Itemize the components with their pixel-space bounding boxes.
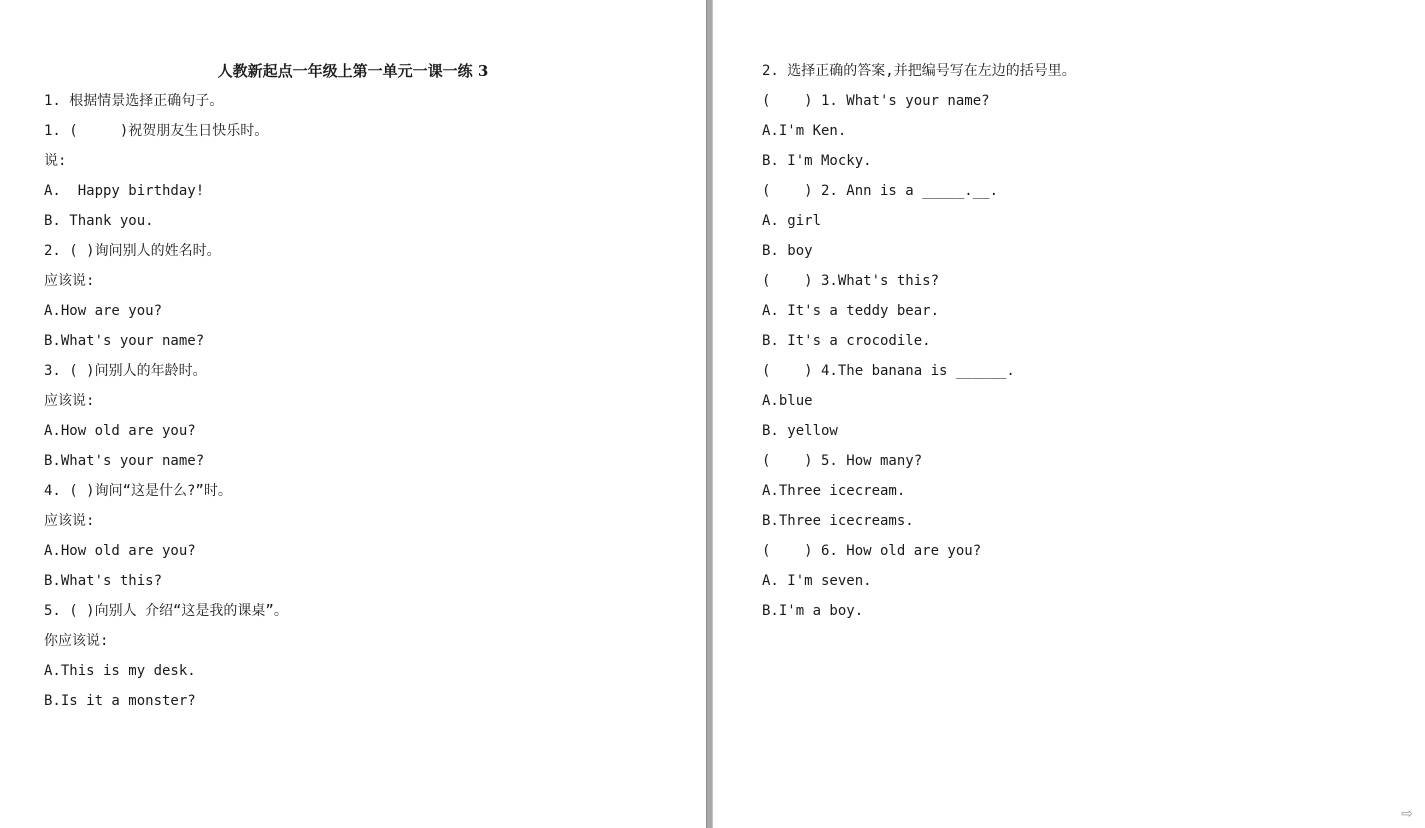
page-divider bbox=[706, 0, 713, 828]
text-line: ( ) 6. How old are you? bbox=[762, 543, 982, 559]
text-line: A.How old are you? bbox=[44, 543, 196, 559]
text-line: ( ) 1. What's your name? bbox=[762, 93, 990, 109]
text-line: 应该说: bbox=[44, 513, 95, 529]
text-line: A.This is my desk. bbox=[44, 663, 196, 679]
text-line: 1. ( )祝贺朋友生日快乐时。 bbox=[44, 123, 269, 139]
text-line: 4. ( )询问“这是什么?”时。 bbox=[44, 483, 232, 499]
text-line: B.I'm a boy. bbox=[762, 603, 864, 619]
text-line: A.How are you? bbox=[44, 303, 163, 319]
text-line: A. girl bbox=[762, 213, 822, 229]
text-line: 3. ( )问别人的年龄时。 bbox=[44, 363, 207, 379]
text-line: 应该说: bbox=[44, 393, 95, 409]
text-line: B. Thank you. bbox=[44, 213, 154, 229]
text-line: 说: bbox=[44, 153, 67, 169]
text-line: B. I'm Mocky. bbox=[762, 153, 872, 169]
left-question-list bbox=[44, 90, 684, 720]
text-line: 应该说: bbox=[44, 273, 95, 289]
text-line: A. I'm seven. bbox=[762, 573, 872, 589]
text-line: ( ) 5. How many? bbox=[762, 453, 923, 469]
right-question-list bbox=[762, 60, 1402, 630]
text-line: A. It's a teddy bear. bbox=[762, 303, 940, 319]
text-line: ( ) 2. Ann is a _____.__. bbox=[762, 183, 999, 199]
text-line: B.What's your name? bbox=[44, 333, 205, 349]
right-page bbox=[713, 0, 1425, 828]
text-line: B. boy bbox=[762, 243, 813, 259]
text-line: B.Is it a monster? bbox=[44, 693, 196, 709]
text-line: A.I'm Ken. bbox=[762, 123, 847, 139]
text-line: A.Three icecream. bbox=[762, 483, 906, 499]
text-line: A. Happy birthday! bbox=[44, 183, 205, 199]
right-arrow-icon[interactable]: ⇨ bbox=[1401, 806, 1413, 822]
text-line: B.What's your name? bbox=[44, 453, 205, 469]
text-line: B.Three icecreams. bbox=[762, 513, 914, 529]
text-line: A.How old are you? bbox=[44, 423, 196, 439]
text-line: 2. ( )询问别人的姓名时。 bbox=[44, 243, 221, 259]
text-line: 2. 选择正确的答案,并把编号写在左边的括号里。 bbox=[762, 63, 1076, 79]
text-line: ( ) 3.What's this? bbox=[762, 273, 940, 289]
text-line: ( ) 4.The banana is ______. bbox=[762, 363, 1015, 379]
text-line: 5. ( )向别人 介绍“这是我的课桌”。 bbox=[44, 603, 288, 619]
text-line: 1. 根据情景选择正确句子。 bbox=[44, 93, 224, 109]
page-title: 人教新起点一年级上第一单元一课一练 3 bbox=[217, 62, 489, 80]
text-line: B. yellow bbox=[762, 423, 838, 439]
text-line: A.blue bbox=[762, 393, 813, 409]
text-line: B.What's this? bbox=[44, 573, 163, 589]
text-line: 你应该说: bbox=[44, 633, 109, 649]
left-page bbox=[0, 0, 706, 828]
text-line: B. It's a crocodile. bbox=[762, 333, 931, 349]
